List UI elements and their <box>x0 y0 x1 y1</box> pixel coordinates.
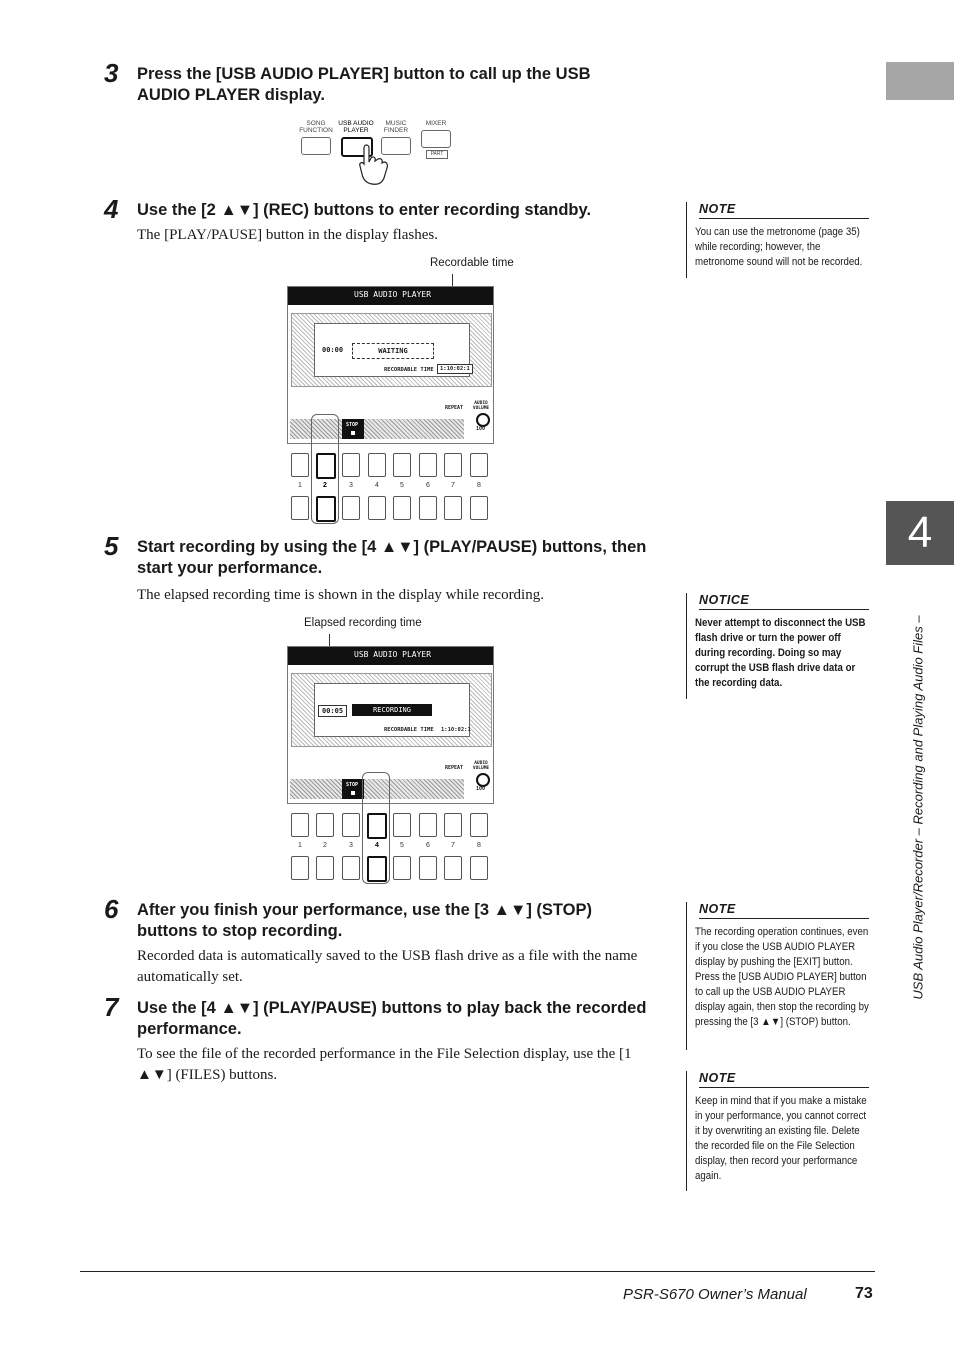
button-number: 7 <box>451 482 455 489</box>
button-number: 5 <box>400 842 404 849</box>
lcd-screen <box>287 646 494 804</box>
lcd-recordable-value: 1:10:02:1 <box>437 364 473 374</box>
button-upper-7 <box>444 453 462 477</box>
callout-label: Elapsed recording time <box>304 617 422 629</box>
step-body: The [PLAY/PAUSE] button in the display flashes. <box>137 227 438 243</box>
button-lower-5 <box>393 496 411 520</box>
side-note <box>686 202 873 278</box>
button-upper-6 <box>419 453 437 477</box>
lcd-time: 00:05 <box>318 705 347 717</box>
lcd-recordable-value: 1:10:02:1 <box>441 727 471 733</box>
button-number: 6 <box>426 482 430 489</box>
button-lower-7 <box>444 856 462 880</box>
button-number: 6 <box>426 842 430 849</box>
step-body: To see the file of the recorded performance in the File Selection display, use the [1 ▲▼] (FILES) buttons. <box>137 1046 632 1083</box>
volume-knob-icon <box>476 773 490 787</box>
button-upper-1 <box>291 453 309 477</box>
button-upper-5 <box>393 453 411 477</box>
button-upper-4 <box>368 453 386 477</box>
notice-text: Never attempt to disconnect the USB flash drive or turn the power off during recording. Doing so may corrupt the USB flash drive data or the recording data. <box>695 617 866 689</box>
button-lower-5 <box>393 856 411 880</box>
step-number: 4 <box>104 194 119 224</box>
note-text: The recording operation continues, even if you close the USB AUDIO PLAYER display by pushing the [EXIT] button. Press the [USB AUDIO PLAYER] button to call up the USB AUDIO PLAYER display again, then stop the recording by pressing the [3 ▲▼] (STOP) button. <box>695 926 869 1028</box>
panel-button-mixer: MIXER PART <box>416 120 456 159</box>
button-number: 8 <box>477 842 481 849</box>
step-number: 7 <box>104 992 119 1022</box>
button-number: 2 <box>323 842 327 849</box>
button-upper-8 <box>470 813 488 837</box>
step-body: Recorded data is automatically saved to the USB flash drive as a file with the name automatically set. <box>137 948 638 985</box>
lcd-audio-volume-label: AUDIO VOLUME <box>472 401 490 411</box>
button-lower-6 <box>419 496 437 520</box>
lcd-recordable-label: RECORDABLE TIME <box>384 367 434 373</box>
button-lower-4 <box>368 496 386 520</box>
lcd-volume-value: 100 <box>476 426 486 432</box>
button-upper-3 <box>342 453 360 477</box>
button-number: 4 <box>375 842 379 849</box>
volume-knob-icon <box>476 413 490 427</box>
step-body: The elapsed recording time is shown in the display while recording. <box>137 587 544 603</box>
panel-button-song-function: SONG FUNCTION <box>296 120 336 155</box>
button-lower-2 <box>316 856 334 880</box>
button-upper-2 <box>316 813 334 837</box>
notice-title: NOTICE <box>699 593 869 610</box>
lcd-status: WAITING <box>352 343 434 359</box>
button-number: 5 <box>400 482 404 489</box>
button-lower-2 <box>316 496 336 522</box>
step-heading: After you finish your performance, use the [3 ▲▼] (STOP) buttons to stop recording. <box>137 901 593 940</box>
button-number: 8 <box>477 482 481 489</box>
button-lower-3 <box>342 856 360 880</box>
panel-button-usb-audio-player: USB AUDIO PLAYER <box>336 120 376 157</box>
footer-manual-title: PSR-S670 Owner’s Manual <box>623 1286 807 1303</box>
button-row-screen1 <box>287 448 492 524</box>
button-upper-7 <box>444 813 462 837</box>
step-heading: Use the [4 ▲▼] (PLAY/PAUSE) buttons to play back the recorded performance. <box>137 999 647 1038</box>
callout-label: Recordable time <box>430 257 514 269</box>
button-upper-1 <box>291 813 309 837</box>
lcd-status: RECORDING <box>352 704 432 716</box>
note-title: NOTE <box>699 902 869 919</box>
button-lower-3 <box>342 496 360 520</box>
button-row-screen2 <box>287 808 492 884</box>
side-notice <box>686 593 873 699</box>
button-number: 4 <box>375 482 379 489</box>
button-upper-6 <box>419 813 437 837</box>
page-number: 73 <box>855 1285 873 1302</box>
step-heading: Start recording by using the [4 ▲▼] (PLAY/PAUSE) buttons, then start your performance. <box>137 538 647 577</box>
step-heading: Press the [USB AUDIO PLAYER] button to call up the USB AUDIO PLAYER display. <box>137 65 591 104</box>
lcd-recordable-label: RECORDABLE TIME <box>384 727 434 733</box>
panel-illustration <box>296 120 456 188</box>
button-upper-2 <box>316 453 336 479</box>
footer-rule <box>80 1271 875 1272</box>
panel-button-music-finder: MUSIC FINDER <box>376 120 416 155</box>
side-note <box>686 902 873 1050</box>
step-number: 6 <box>104 894 119 924</box>
lcd-title: USB AUDIO PLAYER <box>354 290 432 299</box>
button-number: 3 <box>349 482 353 489</box>
note-title: NOTE <box>699 1071 869 1088</box>
button-lower-4 <box>367 856 387 882</box>
button-number: 1 <box>298 482 302 489</box>
lcd-volume-value: 100 <box>476 786 486 792</box>
lcd-stop-label: STOP <box>346 782 359 788</box>
button-upper-3 <box>342 813 360 837</box>
button-lower-8 <box>470 496 488 520</box>
lcd-time: 00:00 <box>322 346 344 354</box>
button-lower-7 <box>444 496 462 520</box>
lcd-audio-volume-label: AUDIO VOLUME <box>472 761 490 771</box>
lcd-repeat-label: REPEAT <box>445 765 464 771</box>
chapter-tab <box>886 501 954 565</box>
lcd-stop-label: STOP <box>346 422 359 428</box>
button-lower-1 <box>291 496 309 520</box>
note-text: Keep in mind that if you make a mistake in your performance, you cannot correct it by overwriting an existing file. Delete the recorded file on the File Selection display, then record your performance again. <box>695 1095 867 1182</box>
button-lower-8 <box>470 856 488 880</box>
button-lower-1 <box>291 856 309 880</box>
button-number: 2 <box>323 482 327 489</box>
button-upper-4 <box>367 813 387 839</box>
side-note <box>686 1071 873 1191</box>
note-title: NOTE <box>699 202 869 219</box>
step-number: 5 <box>104 531 119 561</box>
button-upper-5 <box>393 813 411 837</box>
lcd-repeat-label: REPEAT <box>445 405 464 411</box>
note-text: You can use the metronome (page 35) while recording; however, the metronome sound will not be recorded. <box>695 226 863 268</box>
lcd-title: USB AUDIO PLAYER <box>354 650 432 659</box>
stop-icon <box>351 791 355 795</box>
button-lower-6 <box>419 856 437 880</box>
pointing-hand-icon <box>356 142 396 186</box>
chapter-number: 4 <box>907 508 933 557</box>
button-upper-8 <box>470 453 488 477</box>
button-number: 7 <box>451 842 455 849</box>
chapter-tab-gray <box>886 62 954 100</box>
step-number: 3 <box>104 58 119 88</box>
button-number: 1 <box>298 842 302 849</box>
stop-icon <box>351 431 355 435</box>
button-number: 3 <box>349 842 353 849</box>
step-heading: Use the [2 ▲▼] (REC) buttons to enter recording standby. <box>137 201 592 219</box>
